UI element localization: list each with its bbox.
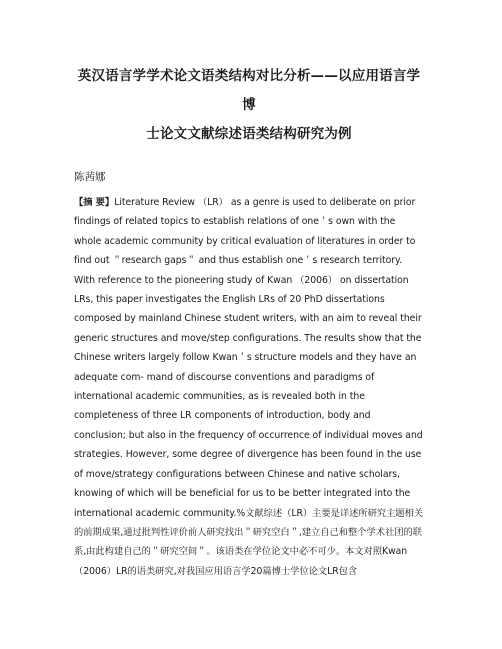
paper-title-line-2: 士论文文献综述语类结构研究为例 [146, 126, 352, 142]
abstract-label: 【摘 要】 [74, 197, 115, 208]
abstract [74, 193, 424, 581]
paper-title [74, 0, 424, 149]
author-name: 陈茜娜 [74, 171, 106, 183]
abstract-text: Literature Review （LR） as a genre is used to deliberate on prior findings of related topics to establish relations of one＇s own with the whole academic community by critical evaluation of literatures in order to find out ＂research gaps＂ and thus establish one＇s research territory. With reference to the pioneering study of Kwan （2006） on dissertation LRs, this paper investigates the English LRs of 20 PhD dissertations composed by mainland Chinese student writers, with an aim to reveal their generic structures and move/step configurations. The results show that the Chinese writers largely follow Kwan＇s structure models and they have an adequate com- mand of discourse conventions and paradigms of international academic communities, as is revealed both in the completeness of three LR components of introduction, body and conclusion; but also in the frequency of occurrence of individual moves and strategies. However, some degree of divergence has been found in the use of move/strategy configurations between Chinese and native scholars, knowing of which will be beneficial for us to be better integrated into the international academic community.%文献综述（LR）主要是详述所研究主题相关的前期成果,通过批判性评价前人研究找出＂研究空白＂,建立自己和整个学术社团的联系,由此构建自己的＂研究空间＂。该语类在学位论文中必不可少。本文对照Kwan（2006）LR的语类研究,对我国应用语言学20篇博士学位论文LR包含 [74, 197, 424, 577]
paper-title-line-1: 英汉语言学学术论文语类结构对比分析——以应用语言学博 [77, 68, 421, 113]
